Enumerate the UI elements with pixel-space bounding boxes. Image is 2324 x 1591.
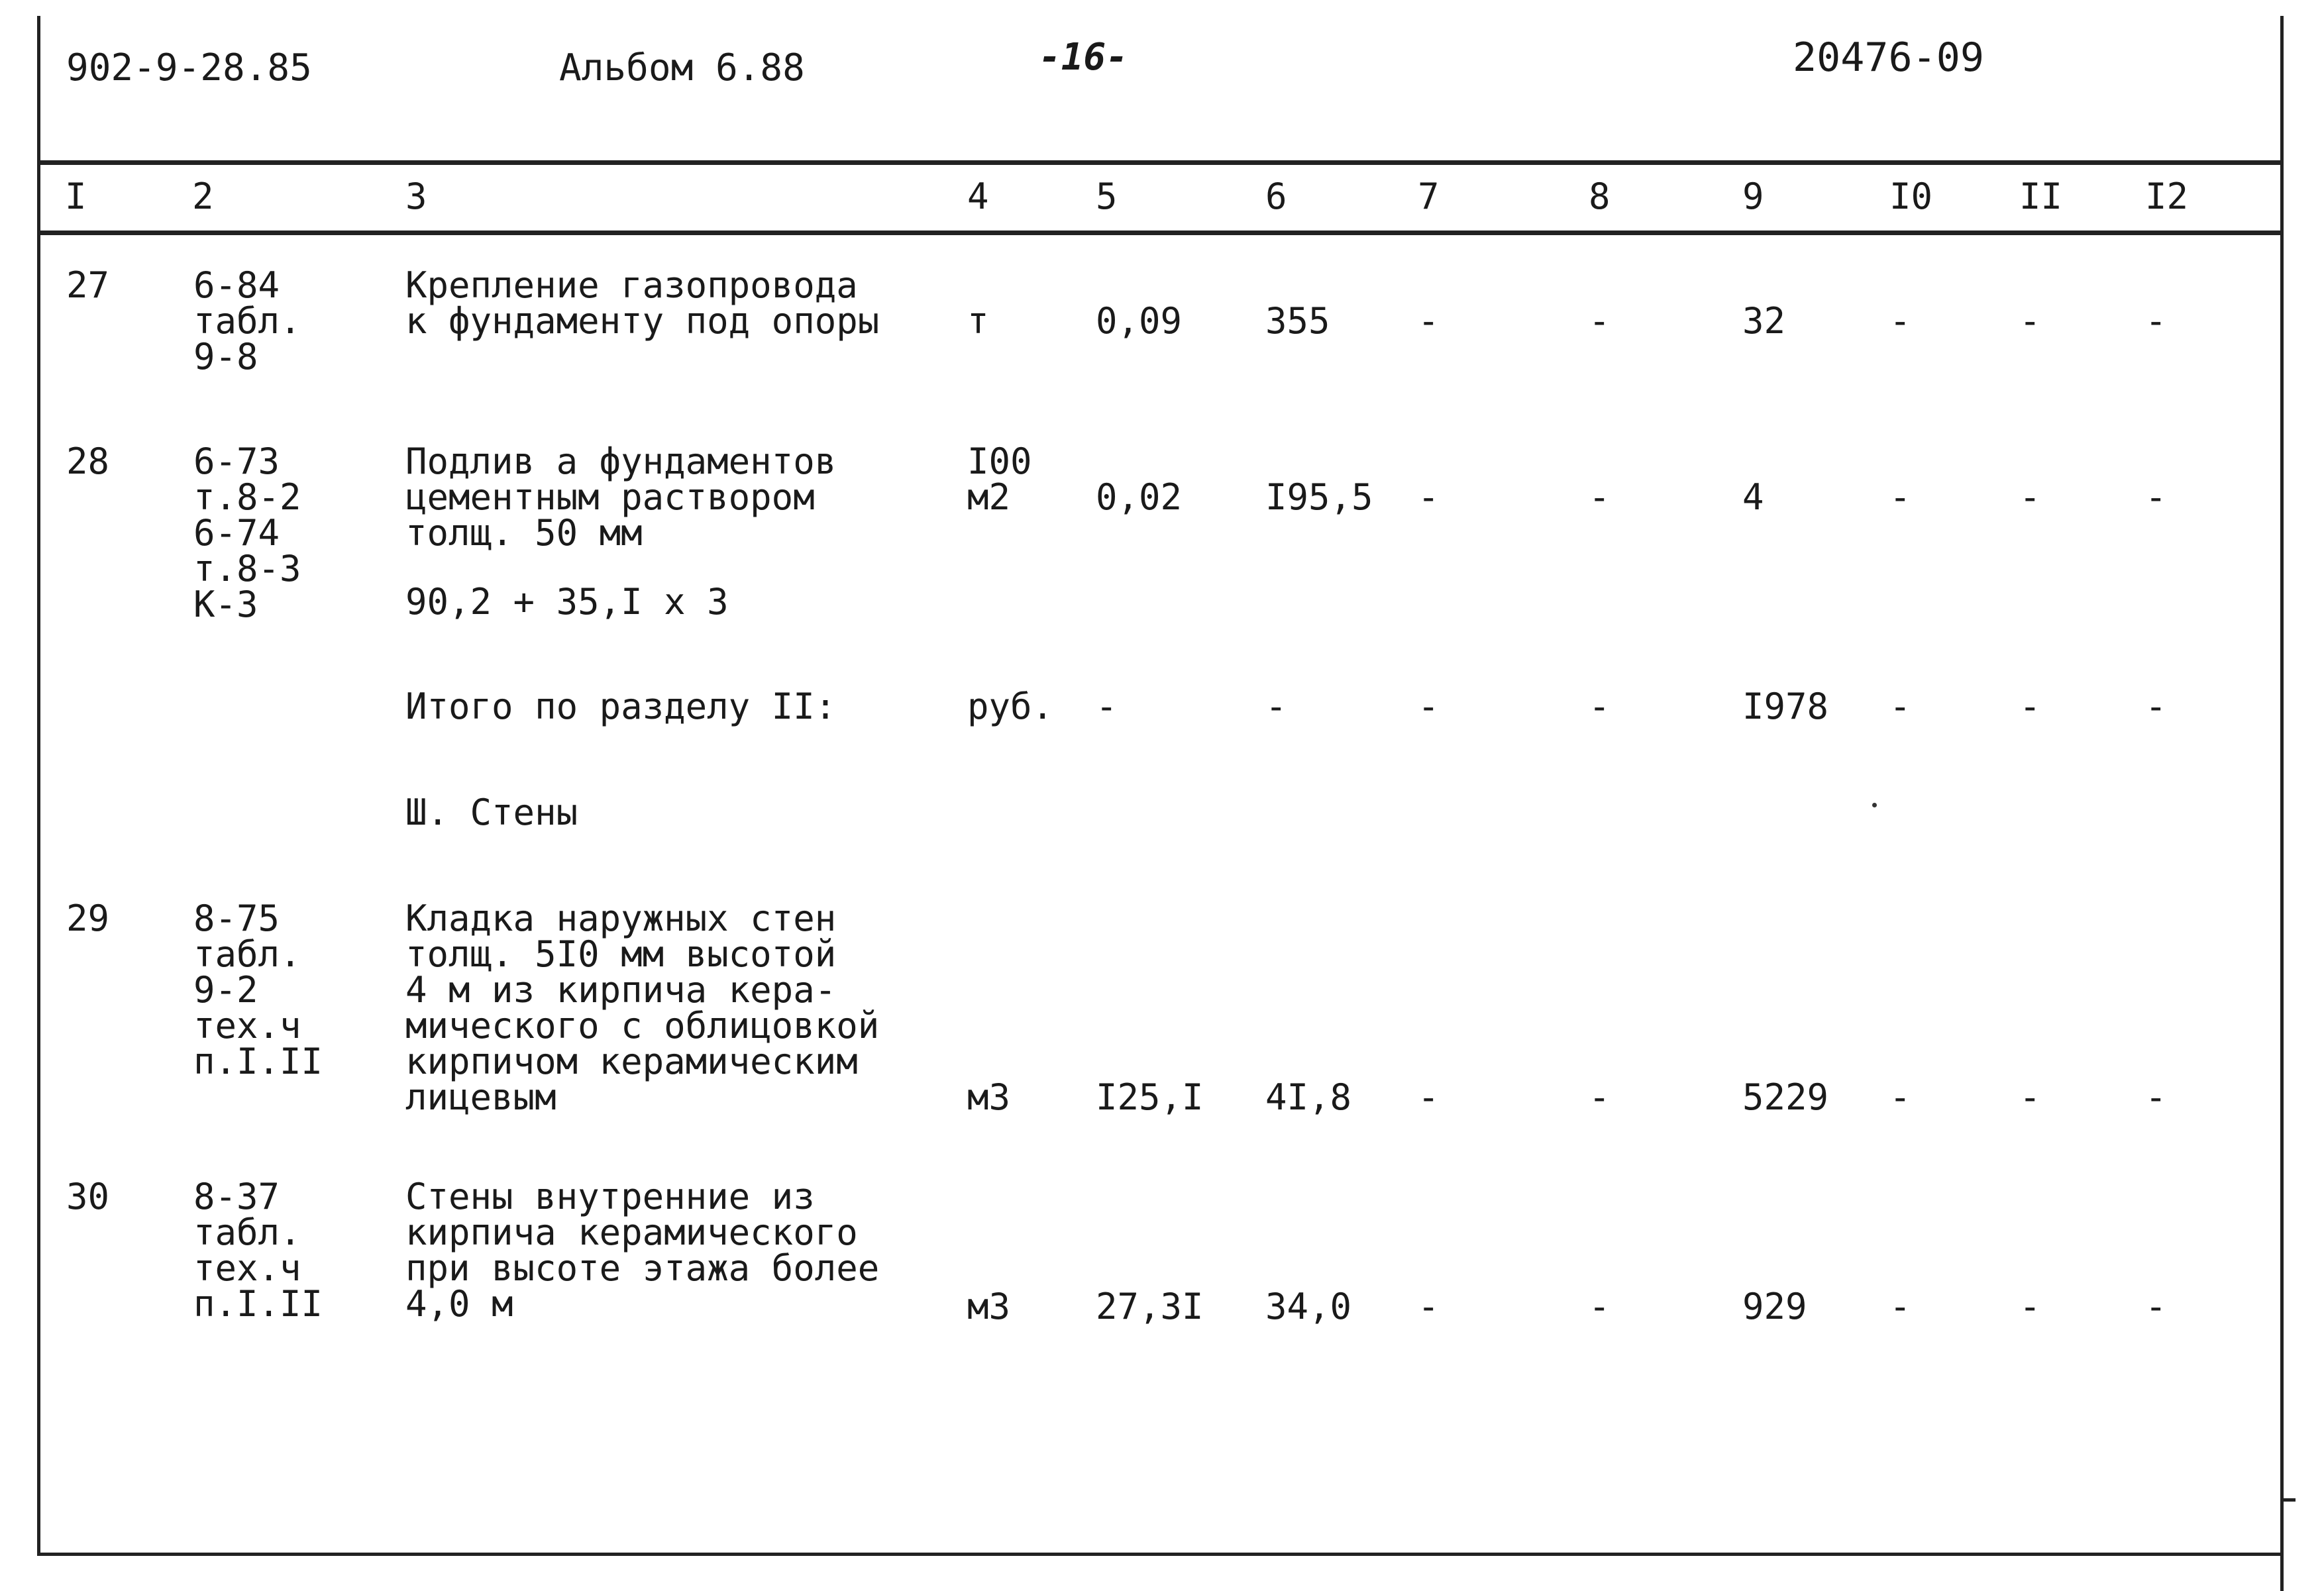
col-header-8: 8 xyxy=(1589,176,1611,217)
total-col11: - xyxy=(2019,686,2041,727)
total-unit: руб. xyxy=(967,686,1054,727)
col-header-7: 7 xyxy=(1418,176,1440,217)
row-30-ref-2: табл. xyxy=(193,1211,301,1253)
row-27-col8: - xyxy=(1589,300,1611,342)
total-col5: - xyxy=(1096,686,1118,727)
row-30-unit: м3 xyxy=(967,1286,1011,1327)
page-number: -16- xyxy=(1039,36,1128,79)
col-header-6: 6 xyxy=(1265,176,1287,217)
document-code: 902-9-28.85 xyxy=(66,46,312,89)
row-28-ref-3: 6-74 xyxy=(193,512,280,554)
row-30-desc-1: Стены внутренние из xyxy=(405,1176,815,1217)
section-total-label: Итого по разделу II: xyxy=(405,686,837,727)
row-30-desc-3: при высоте этажа более xyxy=(405,1247,880,1289)
document-number: 20476-09 xyxy=(1793,34,1984,81)
row-27-col9: 32 xyxy=(1742,300,1786,342)
row-28-unit-1: I00 xyxy=(967,440,1032,482)
total-col8: - xyxy=(1589,686,1611,727)
row-29-col6: 4I,8 xyxy=(1265,1076,1352,1118)
row-30-col11: - xyxy=(2019,1286,2041,1327)
row-27-col6: 355 xyxy=(1265,300,1330,342)
total-col6: - xyxy=(1265,686,1287,727)
row-29-col11: - xyxy=(2019,1076,2041,1118)
row-27-ref-2: табл. xyxy=(193,300,301,342)
page-frame-right xyxy=(2280,16,2284,1591)
row-29-ref-2: табл. xyxy=(193,933,301,975)
row-30-col6: 34,0 xyxy=(1265,1286,1352,1327)
row-27-desc-1: Крепление газопровода xyxy=(405,264,858,306)
row-29-col7: - xyxy=(1418,1076,1440,1118)
row-29-col9: 5229 xyxy=(1742,1076,1829,1118)
row-30-ref-1: 8-37 xyxy=(193,1176,280,1217)
row-29-desc-4: мического с облицовкой xyxy=(405,1005,880,1047)
row-29-col8: - xyxy=(1589,1076,1611,1118)
col-header-4: 4 xyxy=(967,176,989,217)
row-27-col5: 0,09 xyxy=(1096,300,1183,342)
col-header-11: II xyxy=(2019,176,2063,217)
row-28-ref-4: т.8-3 xyxy=(193,548,301,590)
row-28-col10: - xyxy=(1889,476,1911,518)
row-27-ref-1: 6-84 xyxy=(193,264,280,306)
row-28-col7: - xyxy=(1418,476,1440,518)
row-29-col12: - xyxy=(2145,1076,2167,1118)
row-28-desc-2: цементным раствором xyxy=(405,476,815,518)
col-header-1: I xyxy=(65,176,87,217)
row-29-desc-1: Кладка наружных стен xyxy=(405,898,837,939)
row-28-desc-3: толщ. 50 мм xyxy=(405,512,643,554)
col-header-3: 3 xyxy=(405,176,427,217)
row-28-col12: - xyxy=(2145,476,2167,518)
section-heading: Ш. Стены xyxy=(405,792,578,833)
row-28-col6: I95,5 xyxy=(1265,476,1373,518)
row-29-desc-3: 4 м из кирпича кера- xyxy=(405,969,837,1011)
row-29-ref-5: п.I.II xyxy=(193,1041,323,1082)
total-col10: - xyxy=(1889,686,1911,727)
row-30-desc-4: 4,0 м xyxy=(405,1283,513,1325)
row-30-col7: - xyxy=(1418,1286,1440,1327)
row-30-col9: 929 xyxy=(1742,1286,1807,1327)
row-30-number: 30 xyxy=(66,1176,110,1217)
row-29-desc-5: кирпичом керамическим xyxy=(405,1041,858,1082)
row-28-desc-1: Подлив а фундаментов xyxy=(405,440,837,482)
col-header-12: I2 xyxy=(2145,176,2189,217)
row-29-desc-6: лицевым xyxy=(405,1076,556,1118)
row-28-ref-5: К-3 xyxy=(193,584,258,625)
row-29-ref-1: 8-75 xyxy=(193,898,280,939)
row-30-col8: - xyxy=(1589,1286,1611,1327)
row-28-col8: - xyxy=(1589,476,1611,518)
row-28-number: 28 xyxy=(66,440,110,482)
row-27-col10: - xyxy=(1889,300,1911,342)
row-27-ref-3: 9-8 xyxy=(193,336,258,378)
frame-tick xyxy=(2284,1498,2296,1502)
row-27-col7: - xyxy=(1418,300,1440,342)
row-30-col10: - xyxy=(1889,1286,1911,1327)
row-27-col12: - xyxy=(2145,300,2167,342)
col-header-2: 2 xyxy=(192,176,214,217)
album-label: Альбом 6.88 xyxy=(559,46,805,89)
row-29-number: 29 xyxy=(66,898,110,939)
row-30-ref-4: п.I.II xyxy=(193,1283,323,1325)
row-29-ref-4: тех.ч xyxy=(193,1005,301,1047)
total-col12: - xyxy=(2145,686,2167,727)
speck xyxy=(1872,803,1877,807)
col-header-10: I0 xyxy=(1889,176,1933,217)
row-27-number: 27 xyxy=(66,264,110,306)
row-29-col5: I25,I xyxy=(1096,1076,1204,1118)
row-28-col9: 4 xyxy=(1742,476,1764,518)
row-27-desc-2: к фундаменту под опоры xyxy=(405,300,880,342)
total-col9: I978 xyxy=(1742,686,1829,727)
row-28-unit-2: м2 xyxy=(967,476,1011,518)
row-27-unit: т xyxy=(967,300,989,342)
row-30-col5: 27,3I xyxy=(1096,1286,1204,1327)
row-28-col11: - xyxy=(2019,476,2041,518)
row-30-ref-3: тех.ч xyxy=(193,1247,301,1289)
col-header-5: 5 xyxy=(1096,176,1118,217)
total-col7: - xyxy=(1418,686,1440,727)
row-28-col5: 0,02 xyxy=(1096,476,1183,518)
row-30-desc-2: кирпича керамического xyxy=(405,1211,858,1253)
row-29-desc-2: толщ. 5I0 мм высотой xyxy=(405,933,837,975)
col-header-9: 9 xyxy=(1742,176,1764,217)
row-27-col11: - xyxy=(2019,300,2041,342)
row-29-unit: м3 xyxy=(967,1076,1011,1118)
header-rule-top xyxy=(40,160,2280,165)
header-rule-bottom xyxy=(40,231,2280,235)
row-30-col12: - xyxy=(2145,1286,2167,1327)
row-28-calc: 90,2 + 35,I x 3 xyxy=(405,581,729,623)
row-28-ref-2: т.8-2 xyxy=(193,476,301,518)
row-29-ref-3: 9-2 xyxy=(193,969,258,1011)
row-29-col10: - xyxy=(1889,1076,1911,1118)
row-28-ref-1: 6-73 xyxy=(193,440,280,482)
